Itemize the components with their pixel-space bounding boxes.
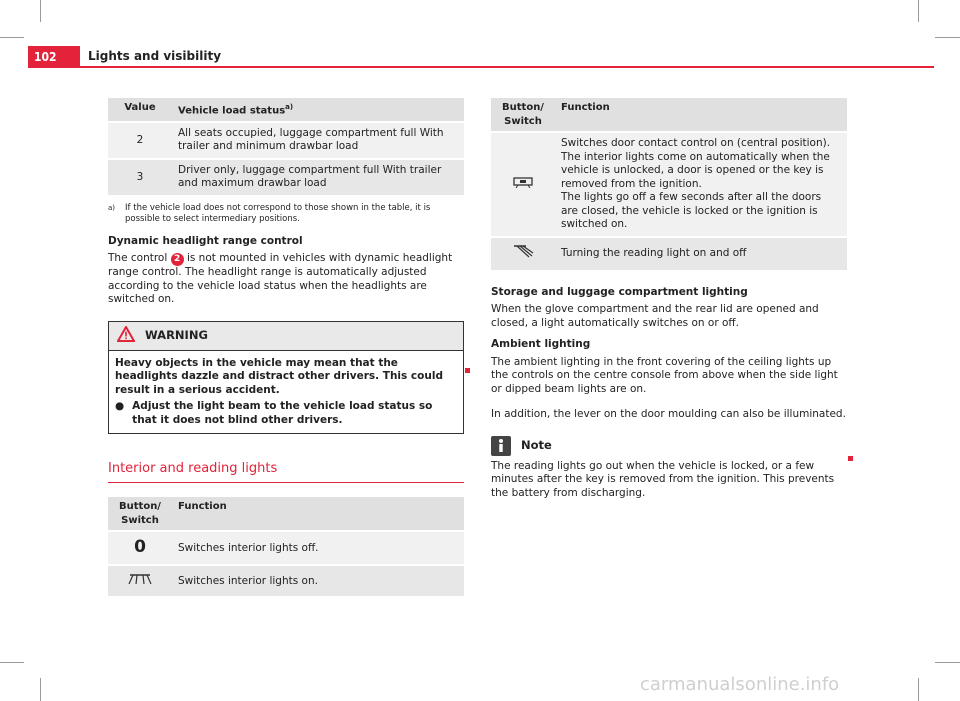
- storage-heading: Storage and luggage compartment lighting: [491, 285, 748, 298]
- left-column: [108, 98, 464, 596]
- ambient-text-2: In addition, the lever on the door moulding can also be illuminated.: [491, 408, 846, 420]
- warning-body: [109, 351, 463, 434]
- interior-lights-table: [108, 497, 464, 596]
- right-column: [491, 98, 847, 500]
- load-status-table: [108, 98, 464, 195]
- function-text: Switches door contact control on (central position). The interior lights come on automatically when the vehicle is unlocked, a door is opened or the key is removed from the ignition. The lights go off a few seconds after all the doors are closed, the vehicle is locked or the ignition is switched on.: [555, 133, 847, 236]
- table-row: [491, 238, 847, 270]
- table-row: [108, 532, 464, 564]
- header-divider: [80, 66, 934, 68]
- section-divider: [108, 482, 464, 484]
- crop-mark: [935, 662, 960, 663]
- table-row: [491, 133, 847, 236]
- interior-section-title: Interior and reading lights: [108, 461, 278, 477]
- dynamic-text: The control 2 is not mounted in vehicles with dynamic headlight range control. The headlight range is automatically adjusted according to the vehicle load status when the headlights are switched on.: [108, 252, 453, 306]
- function-text: Switches interior lights on.: [172, 566, 464, 596]
- footnote: a) If the vehicle load does not correspond to those shown in the table, it is possible to select intermediary positions.: [108, 202, 431, 224]
- crop-mark: [40, 0, 41, 22]
- crop-mark: [918, 678, 919, 701]
- warning-header: [109, 322, 463, 351]
- table-row: [108, 566, 464, 596]
- crop-mark: [935, 37, 960, 38]
- section-end-mark: [848, 456, 853, 461]
- table-header-status: Vehicle load status$^{a)}$: [172, 98, 464, 121]
- load-value: 3: [108, 160, 172, 195]
- load-value: 2: [108, 123, 172, 158]
- table-header-value: Value: [108, 98, 172, 121]
- table-row: [108, 123, 464, 158]
- info-icon: [491, 436, 511, 456]
- section-end-mark: [465, 368, 470, 373]
- function-text: Turning the reading light on and off: [555, 238, 847, 270]
- ambient-heading: Ambient lighting: [491, 338, 591, 350]
- page-title: Lights and visibility: [88, 49, 222, 63]
- crop-mark: [40, 678, 41, 701]
- ambient-text: The ambient lighting in the front covering of the ceiling lights up the controls on the centre console from above when the side light or dipped beam lights are on.: [491, 355, 838, 395]
- function-text: Switches interior lights off.: [172, 532, 464, 564]
- warning-text: Heavy objects in the vehicle may mean that the headlights dazzle and distract other drivers. This could result in a serious accident.: [115, 356, 443, 396]
- page-number: 102: [28, 46, 80, 68]
- footnote-ref: a): [285, 103, 294, 111]
- door-contact-icon: [491, 133, 555, 236]
- table-row: [108, 160, 464, 195]
- crop-mark: [918, 0, 919, 22]
- load-status: Driver only, luggage compartment full With trailer and maximum drawbar load: [172, 160, 464, 195]
- table-header-button: Button/ Switch: [491, 98, 555, 131]
- reading-lights-table: [491, 98, 847, 270]
- crop-mark: [0, 662, 24, 663]
- note-text: The reading lights go out when the vehicle is locked, or a few minutes after the key is removed from the ignition. This prevents the battery from discharging.: [491, 459, 835, 499]
- warning-triangle-icon: [117, 326, 135, 346]
- load-status: All seats occupied, luggage compartment full With trailer and minimum drawbar load: [172, 123, 464, 158]
- interior-light-on-icon: [108, 566, 172, 596]
- dynamic-heading: Dynamic headlight range control: [108, 234, 303, 247]
- note-title: Note: [521, 437, 552, 452]
- table-header-button: Button/ Switch: [108, 497, 172, 530]
- warning-box: [108, 321, 464, 435]
- zero-icon: 0: [108, 532, 172, 564]
- table-header-function: Function: [172, 497, 464, 530]
- watermark: carmanualsonline.info: [640, 674, 840, 695]
- reading-light-icon: [491, 238, 555, 270]
- storage-text: When the glove compartment and the rear lid are opened and closed, a light automatically switches on or off.: [491, 303, 819, 329]
- callout-badge: 2: [171, 253, 184, 266]
- crop-mark: [0, 37, 24, 38]
- note-header: [491, 436, 847, 456]
- table-header-function: Function: [555, 98, 847, 131]
- warning-title: WARNING: [145, 328, 208, 343]
- warning-bullet: ● Adjust the light beam to the vehicle load status so that it does not blind other drivers.: [115, 400, 433, 426]
